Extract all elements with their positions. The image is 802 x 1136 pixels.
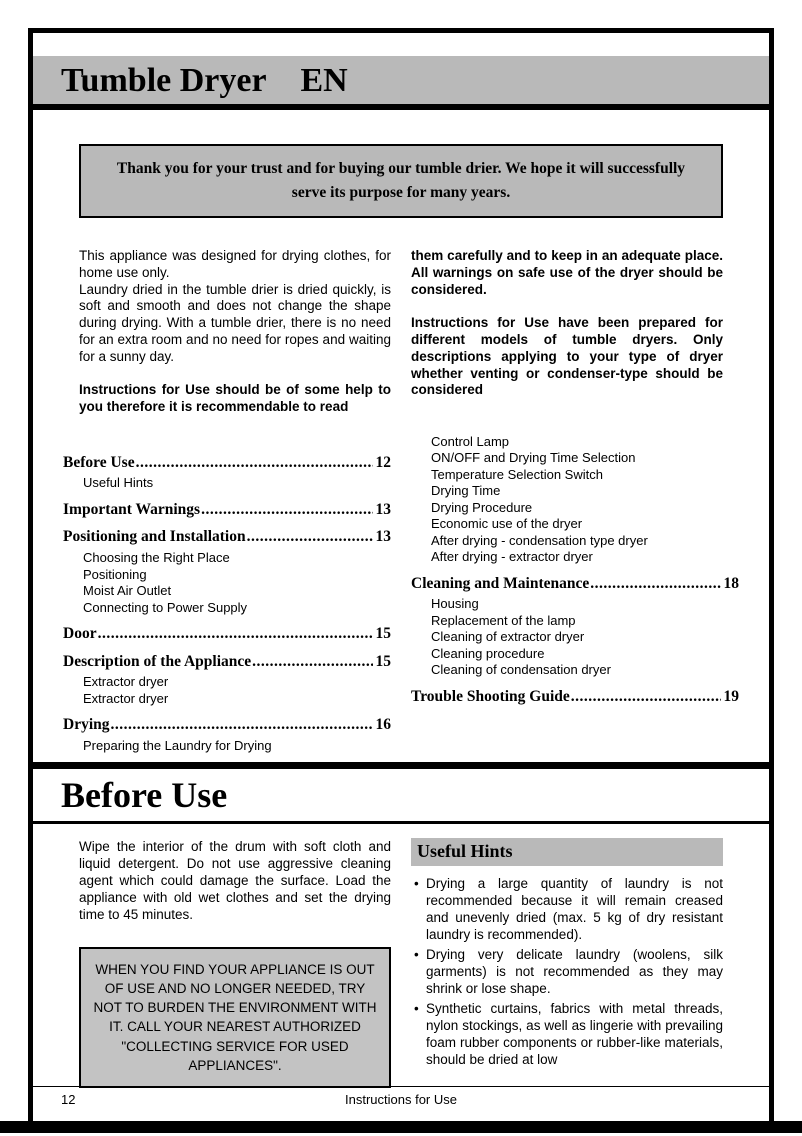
toc-entry-label: Important Warnings (63, 500, 201, 518)
toc-entry-label: Before Use (63, 453, 135, 471)
footer-rule (33, 1086, 769, 1087)
toc-subentry: Economic use of the dryer (431, 516, 583, 532)
toc-page-number: 13 (375, 500, 391, 518)
intro-left-column (79, 248, 391, 416)
toc-subentry: ON/OFF and Drying Time Selection (431, 450, 636, 466)
toc-subentry: Replacement of the lamp (431, 612, 576, 628)
toc-page-number: 13 (375, 528, 391, 546)
toc-subentry: Extractor dryer (83, 674, 169, 690)
useful-hints-column (411, 838, 723, 1088)
intro-paragraph: Laundry dried in the tumble drier is dried quickly, is soft and smooth and does not change the shape during drying. With a tumble drier, there is no need for an extra room and no need for ropes and waiting for a sunny day. (79, 281, 391, 364)
toc-subentry: Choosing the Right Place (83, 550, 230, 566)
table-of-contents (33, 434, 769, 755)
toc-page-number: 12 (375, 453, 391, 471)
toc-entry (63, 625, 391, 644)
toc-page-number: 15 (375, 625, 391, 643)
toc-entry (63, 653, 391, 672)
toc-subentry: After drying - condensation type dryer (431, 532, 648, 548)
toc-entry (63, 501, 391, 520)
toc-dot-leader (201, 501, 372, 520)
toc-subentry: Drying Time (431, 483, 501, 499)
toc-subentry: Temperature Selection Switch (431, 466, 603, 482)
footer-row (33, 1092, 769, 1109)
toc-dot-leader (111, 716, 373, 735)
toc-entry-label: Positioning and Installation (63, 528, 246, 546)
toc-entry (411, 575, 739, 594)
toc-entry-label: Description of the Appliance (63, 652, 252, 670)
toc-entry (63, 528, 391, 547)
masthead-rule (33, 104, 769, 110)
toc-subentry: Connecting to Power Supply (83, 599, 248, 615)
section-divider-rule (33, 762, 769, 769)
language-code: EN (300, 62, 348, 99)
disposal-notice-text: WHEN YOU FIND YOUR APPLIANCE IS OUT OF USE AND NO LONGER NEEDED, TRY NOT TO BURDEN THE ENVIRONMENT WITH IT. CALL YOUR NEAREST AUTHORIZED "COLLECTING SERVICE FOR USED APPLIANCES". (93, 961, 377, 1073)
footer-doc-title: Instructions for Use (345, 1092, 457, 1107)
useful-hints-list (411, 875, 723, 1068)
toc-subentry: Housing (431, 596, 479, 612)
toc-page-number: 18 (723, 574, 739, 592)
section-title-rule (33, 821, 769, 824)
toc-page-number: 16 (375, 716, 391, 734)
toc-left-column (63, 434, 391, 755)
hint-item: • Drying very delicate laundry (woolens, silk garments) is not recommended as they may shrink or lose shape. (411, 946, 723, 997)
masthead-title (61, 61, 741, 100)
thanks-message: Thank you for your trust and for buying our tumble drier. We hope it will successfully serve its purpose for many years. (116, 160, 686, 202)
toc-page-number: 15 (375, 652, 391, 670)
toc-subentry: Cleaning procedure (431, 645, 545, 661)
toc-subentry: Preparing the Laundry for Drying (83, 737, 272, 753)
toc-subentry: Control Lamp (431, 433, 510, 449)
toc-subentry: After drying - extractor dryer (431, 549, 593, 565)
intro-paragraph: This appliance was designed for drying clothes, for home use only. (79, 248, 391, 280)
page-frame (28, 28, 774, 1122)
toc-entry-label: Door (63, 625, 97, 643)
toc-page-number: 19 (723, 687, 739, 705)
toc-subentry: Useful Hints (83, 475, 154, 491)
toc-dot-leader (136, 454, 373, 473)
toc-entry (63, 454, 391, 473)
toc-subentry: Cleaning of extractor dryer (431, 629, 585, 645)
toc-subentry: Positioning (83, 566, 147, 582)
intro-paragraph-bold: Instructions for Use have been prepared for different models of tumble dryers. Only descriptions applying to your type of dryer whether venting or condenser-type should be considered (411, 315, 723, 398)
toc-right-column (411, 434, 739, 755)
toc-subentry: Moist Air Outlet (83, 583, 172, 599)
toc-dot-leader (571, 688, 721, 707)
toc-entry-label: Drying (63, 716, 110, 734)
page-bottom-bar (0, 1121, 802, 1133)
before-use-left-column (79, 838, 391, 1088)
thanks-box (79, 144, 723, 218)
body-paragraph: Wipe the interior of the drum with soft cloth and liquid detergent. Do not use aggressive cleaning agent which could damage the surface. Load the appliance with old wet clothes and set the drying time to 45 minutes. (79, 838, 391, 922)
section-title: Before Use (61, 775, 228, 816)
toc-dot-leader (590, 575, 720, 594)
disposal-notice-box (79, 947, 391, 1088)
toc-dot-leader (98, 625, 373, 644)
intro-paragraph-bold: them carefully and to keep in an adequate place. All warnings on safe use of the dryer should be considered. (411, 248, 723, 297)
before-use-section (33, 838, 769, 1088)
toc-subentry: Extractor dryer (83, 690, 169, 706)
intro-section (33, 248, 769, 416)
toc-subentry: Drying Procedure (431, 499, 533, 515)
toc-entry (63, 716, 391, 735)
page-number: 12 (61, 1092, 76, 1107)
page-title: Tumble Dryer (61, 62, 266, 99)
toc-dot-leader (252, 653, 372, 672)
toc-entry-label: Cleaning and Maintenance (411, 574, 590, 592)
useful-hints-heading: Useful Hints (411, 838, 723, 866)
page-footer (33, 1086, 769, 1109)
toc-entry-label: Trouble Shooting Guide (411, 687, 570, 705)
toc-subentry: Cleaning of condensation dryer (431, 662, 611, 678)
hint-item: • Drying a large quantity of laundry is not recommended because it will remain creased and unevenly dried (max. 5 kg of dry resistant laundry is recommended). (411, 875, 723, 943)
toc-entry (411, 688, 739, 707)
intro-paragraph-bold: Instructions for Use should be of some help to you therefore it is recommendable to read (79, 382, 391, 414)
hint-item: • Synthetic curtains, fabrics with metal threads, nylon stockings, as well as lingerie with prevailing foam rubber components or rubber-like materials, should be dried at low (411, 1000, 723, 1068)
masthead (33, 56, 769, 104)
toc-dot-leader (247, 528, 373, 547)
intro-right-column (411, 248, 723, 416)
